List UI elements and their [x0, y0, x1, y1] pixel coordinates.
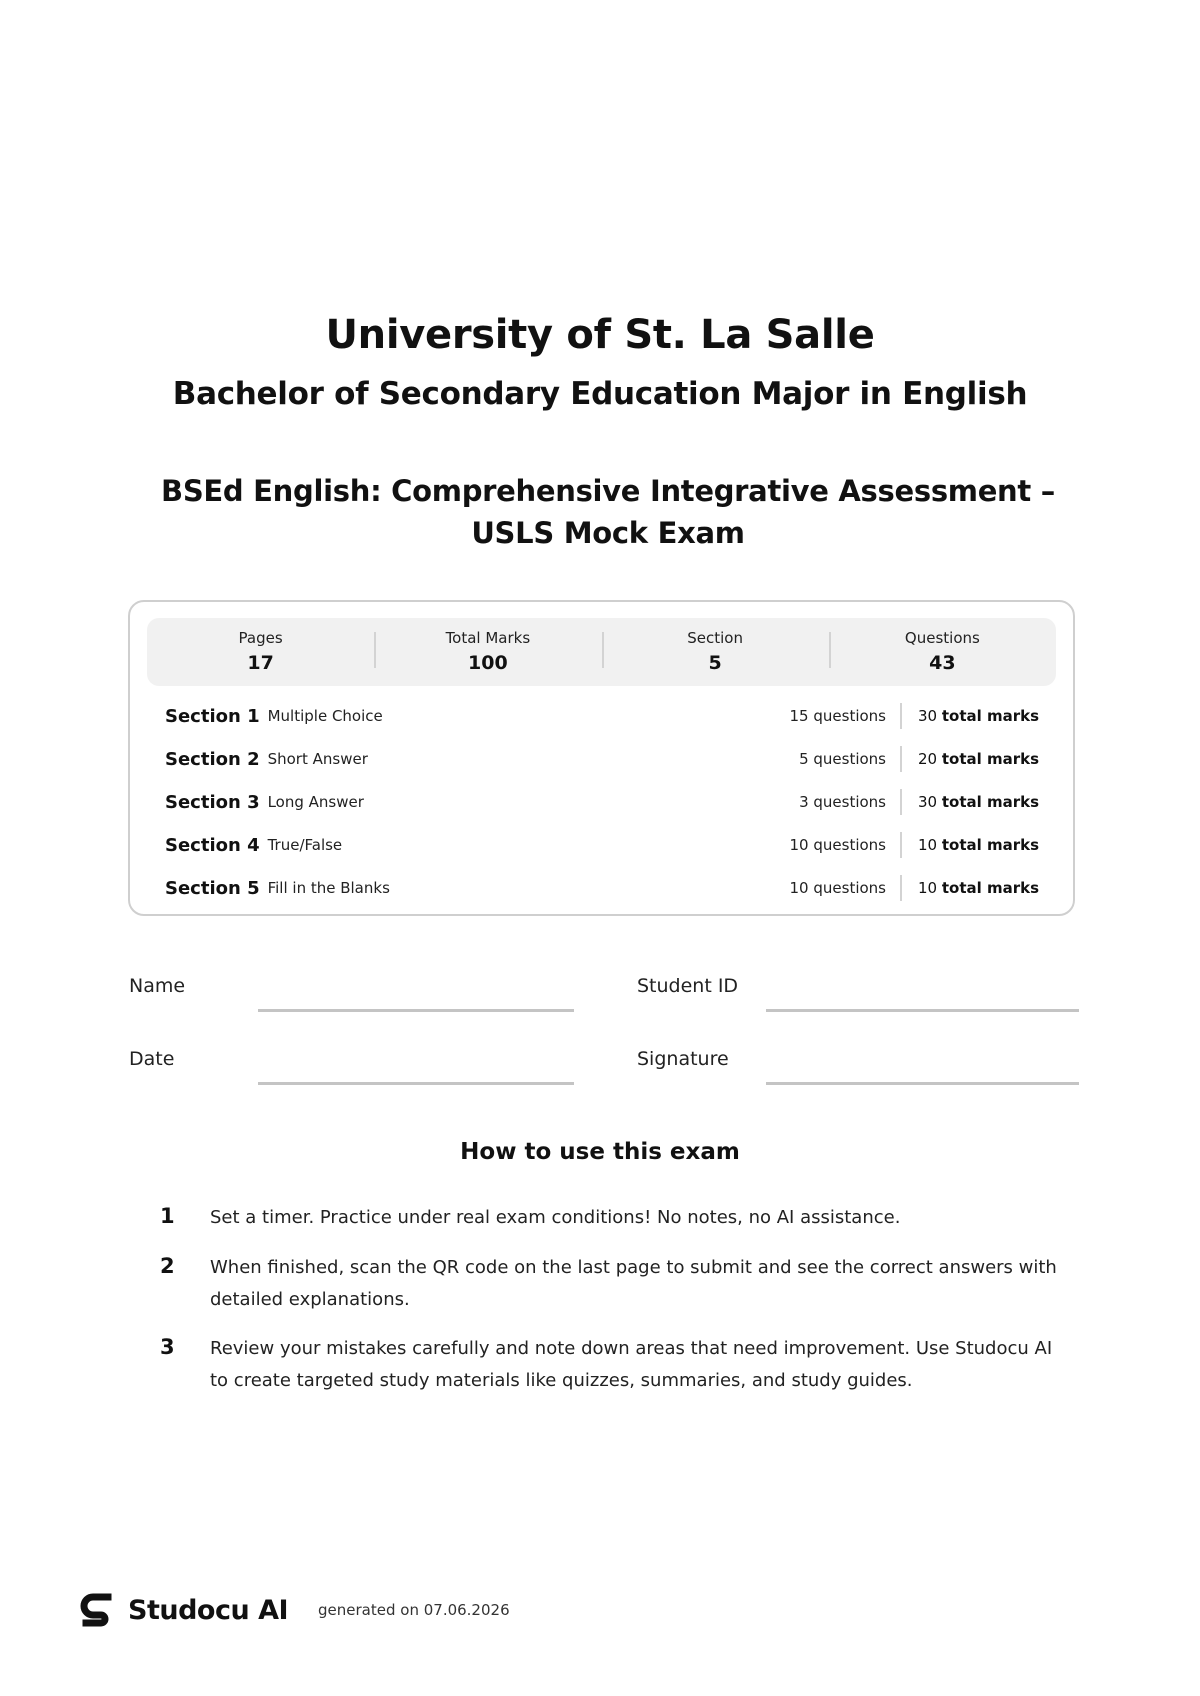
- student-id-label: Student ID: [637, 975, 739, 997]
- step-text: Set a timer. Practice under real exam conditions! No notes, no AI assistance.: [210, 1207, 901, 1228]
- step-number: 2: [160, 1254, 175, 1278]
- instructions-title: How to use this exam: [460, 1139, 740, 1165]
- section-marks: 30 total marks: [918, 793, 1040, 811]
- stat-label: Section: [687, 629, 743, 647]
- date-input-line[interactable]: [258, 1082, 574, 1085]
- stat-label: Questions: [904, 629, 980, 647]
- stat-value: 5: [708, 652, 722, 674]
- signature-field[interactable]: [637, 1045, 1079, 1085]
- stat-label: Total Marks: [445, 629, 531, 647]
- section-type: Fill in the Blanks: [267, 879, 390, 897]
- name-field[interactable]: [129, 972, 574, 1012]
- university-name: University of St. La Salle: [325, 312, 875, 358]
- section-marks: 10 total marks: [918, 879, 1040, 897]
- section-marks: 20 total marks: [918, 750, 1040, 768]
- date-field[interactable]: [129, 1045, 574, 1085]
- section-row-2: [165, 744, 1042, 774]
- footer: [78, 1588, 510, 1632]
- step-text: When finished, scan the QR code on the last page to submit and see the correct answers with detailed explanations.: [210, 1257, 1057, 1310]
- step-text: Review your mistakes carefully and note down areas that need improvement. Use Studocu AI to create targeted study materials like quizzes, summaries, and study guides.: [210, 1338, 1053, 1391]
- program-name: Bachelor of Secondary Education Major in English: [172, 376, 1028, 412]
- section-name: Section 1: [165, 705, 260, 727]
- name-input-line[interactable]: [258, 1009, 574, 1012]
- section-type: Short Answer: [267, 750, 368, 768]
- section-questions: 10 questions: [789, 879, 886, 897]
- section-type: Multiple Choice: [267, 707, 383, 725]
- section-name: Section 2: [165, 748, 260, 770]
- stat-value: 17: [247, 652, 274, 674]
- step-number: 1: [160, 1204, 175, 1228]
- stat-value: 100: [468, 652, 508, 674]
- studocu-logo-icon: [78, 1591, 116, 1629]
- section-questions: 5 questions: [799, 750, 886, 768]
- section-name: Section 5: [165, 877, 260, 899]
- instruction-step-2: [160, 1252, 1060, 1316]
- stat-section: [602, 628, 829, 676]
- stat-questions: [829, 628, 1056, 676]
- stat-total-marks: [374, 628, 601, 676]
- section-name: Section 3: [165, 791, 260, 813]
- brand-name: Studocu AI: [128, 1594, 289, 1626]
- section-row-1: [165, 701, 1042, 731]
- section-row-3: [165, 787, 1042, 817]
- date-label: Date: [129, 1048, 175, 1070]
- section-type: True/False: [267, 836, 343, 854]
- stat-pages: [147, 628, 374, 676]
- instruction-step-1: [160, 1202, 1060, 1234]
- signature-input-line[interactable]: [766, 1082, 1079, 1085]
- student-id-field[interactable]: [637, 972, 1079, 1012]
- section-marks: 10 total marks: [918, 836, 1040, 854]
- section-questions: 15 questions: [789, 707, 886, 725]
- generated-date: generated on 07.06.2026: [318, 1601, 510, 1619]
- section-row-5: [165, 873, 1042, 903]
- stat-label: Pages: [238, 629, 283, 647]
- section-marks: 30 total marks: [918, 707, 1040, 725]
- stat-value: 43: [929, 652, 956, 674]
- stats-bar: [147, 618, 1056, 686]
- step-number: 3: [160, 1335, 175, 1359]
- section-type: Long Answer: [267, 793, 364, 811]
- name-label: Name: [129, 975, 186, 997]
- section-questions: 3 questions: [799, 793, 886, 811]
- section-name: Section 4: [165, 834, 260, 856]
- exam-title: BSEd English: Comprehensive Integrative Assessment – USLS Mock Exam: [161, 474, 1055, 550]
- student-id-input-line[interactable]: [766, 1009, 1079, 1012]
- exam-summary-card: [128, 600, 1075, 916]
- section-questions: 10 questions: [789, 836, 886, 854]
- section-row-4: [165, 830, 1042, 860]
- signature-label: Signature: [637, 1048, 729, 1070]
- instruction-step-3: [160, 1333, 1060, 1397]
- document-header: [0, 308, 1200, 416]
